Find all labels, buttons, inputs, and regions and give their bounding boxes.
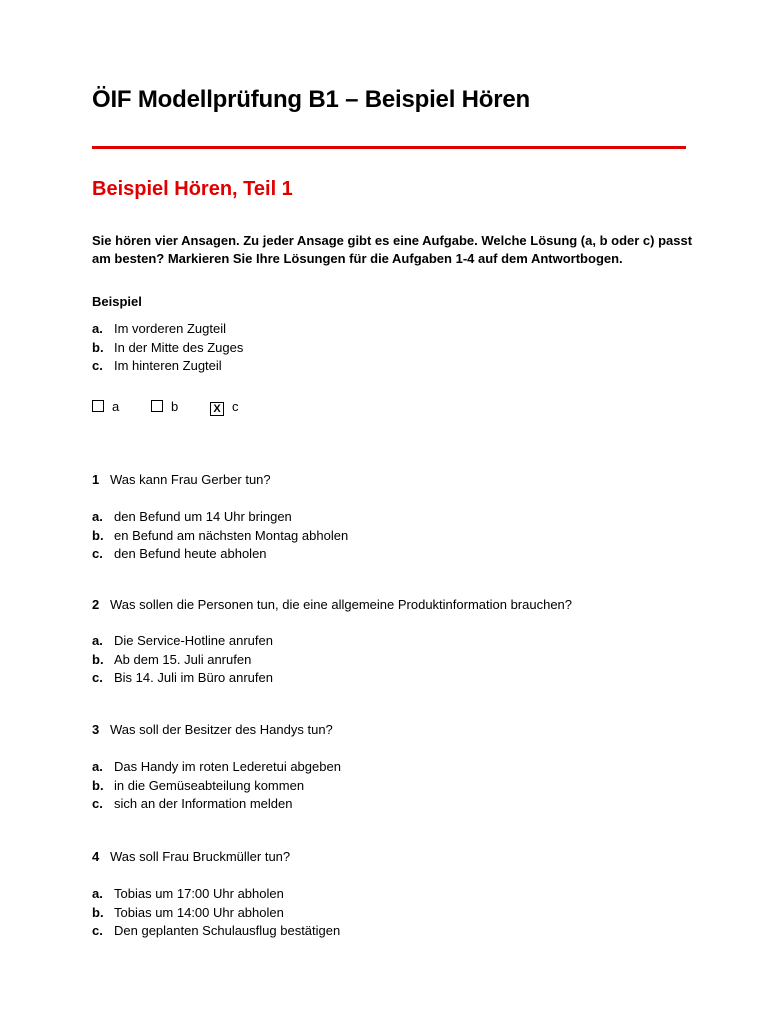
option-text: Bis 14. Juli im Büro anrufen xyxy=(114,670,273,685)
option-letter: c. xyxy=(92,546,103,561)
question-text: Was soll Frau Bruckmüller tun? xyxy=(110,849,291,864)
option-text: den Befund heute abholen xyxy=(114,546,267,561)
option-letter: b. xyxy=(92,527,104,543)
option-letter: b. xyxy=(92,904,104,920)
option-letter: b. xyxy=(92,777,104,793)
option-text: Tobias um 14:00 Uhr abholen xyxy=(114,904,284,920)
option-letter: b. xyxy=(92,339,104,355)
option-letter: a. xyxy=(92,509,103,524)
option-letter: a. xyxy=(92,321,103,336)
option-text: In der Mitte des Zuges xyxy=(114,339,244,355)
answer-label: b xyxy=(171,399,179,414)
answer-choice-a[interactable] xyxy=(92,399,119,414)
option-text: in die Gemüseabteilung kommen xyxy=(114,777,305,793)
option-letter: b. xyxy=(92,651,104,667)
example-option-c xyxy=(92,357,243,376)
option-text: en Befund am nächsten Montag abholen xyxy=(114,527,349,543)
question-2-options xyxy=(92,632,273,688)
option-text: Ab dem 15. Juli anrufen xyxy=(114,651,252,667)
question-4-options xyxy=(92,885,340,941)
option-text: Tobias um 17:00 Uhr abholen xyxy=(114,886,284,901)
option-a xyxy=(92,508,348,527)
example-options xyxy=(92,320,243,376)
answer-label: c xyxy=(232,399,239,414)
option-letter: c. xyxy=(92,796,103,811)
option-letter: c. xyxy=(92,670,103,685)
document-title: ÖIF Modellprüfung B1 – Beispiel Hören xyxy=(92,86,530,113)
question-3-options xyxy=(92,758,341,814)
option-a xyxy=(92,632,273,651)
checkbox-icon[interactable] xyxy=(151,400,163,412)
question-2 xyxy=(92,597,572,612)
option-letter: a. xyxy=(92,759,103,774)
question-3 xyxy=(92,722,333,737)
option-text: Im hinteren Zugteil xyxy=(114,358,222,373)
option-a xyxy=(92,758,341,777)
option-c xyxy=(92,795,341,814)
option-text: Die Service-Hotline anrufen xyxy=(114,633,273,648)
question-number: 3 xyxy=(92,722,100,737)
answer-choice-c[interactable] xyxy=(210,399,239,416)
question-number: 4 xyxy=(92,849,100,864)
option-text: Das Handy im roten Lederetui abgeben xyxy=(114,759,341,774)
question-text: Was soll der Besitzer des Handys tun? xyxy=(110,722,333,737)
question-text: Was kann Frau Gerber tun? xyxy=(110,472,271,487)
instructions: Sie hören vier Ansagen. Zu jeder Ansage gibt es eine Aufgabe. Welche Lösung (a, b oder c) passt am besten? Markieren Sie Ihre Lösungen für die Aufgaben 1-4 auf dem Antwortbogen. xyxy=(92,233,693,266)
option-c xyxy=(92,922,340,941)
checked-box-icon[interactable]: X xyxy=(210,402,224,416)
option-text: Im vorderen Zugteil xyxy=(114,321,226,336)
question-1 xyxy=(92,472,271,487)
question-1-options xyxy=(92,508,348,564)
question-4 xyxy=(92,849,290,864)
question-text: Was sollen die Personen tun, die eine allgemeine Produktinformation brauchen? xyxy=(110,597,573,612)
example-option-a xyxy=(92,320,243,339)
option-letter: a. xyxy=(92,886,103,901)
option-b xyxy=(92,527,348,546)
option-c xyxy=(92,545,348,564)
answer-choice-b[interactable] xyxy=(151,399,178,414)
option-text: den Befund um 14 Uhr bringen xyxy=(114,509,292,524)
question-number: 1 xyxy=(92,472,100,487)
option-a xyxy=(92,885,340,904)
option-text: sich an der Information melden xyxy=(114,796,293,811)
checkbox-icon[interactable] xyxy=(92,400,104,412)
option-letter: c. xyxy=(92,358,103,373)
option-text: Den geplanten Schulausflug bestätigen xyxy=(114,923,341,938)
option-b xyxy=(92,651,273,670)
option-b xyxy=(92,777,341,796)
section-title: Beispiel Hören, Teil 1 xyxy=(92,178,293,200)
option-b xyxy=(92,904,340,923)
title-underline xyxy=(92,146,686,149)
option-letter: a. xyxy=(92,633,103,648)
option-c xyxy=(92,669,273,688)
option-letter: c. xyxy=(92,923,103,938)
question-number: 2 xyxy=(92,597,100,612)
answer-label: a xyxy=(112,399,120,414)
example-label: Beispiel xyxy=(92,294,142,309)
example-option-b xyxy=(92,339,243,358)
